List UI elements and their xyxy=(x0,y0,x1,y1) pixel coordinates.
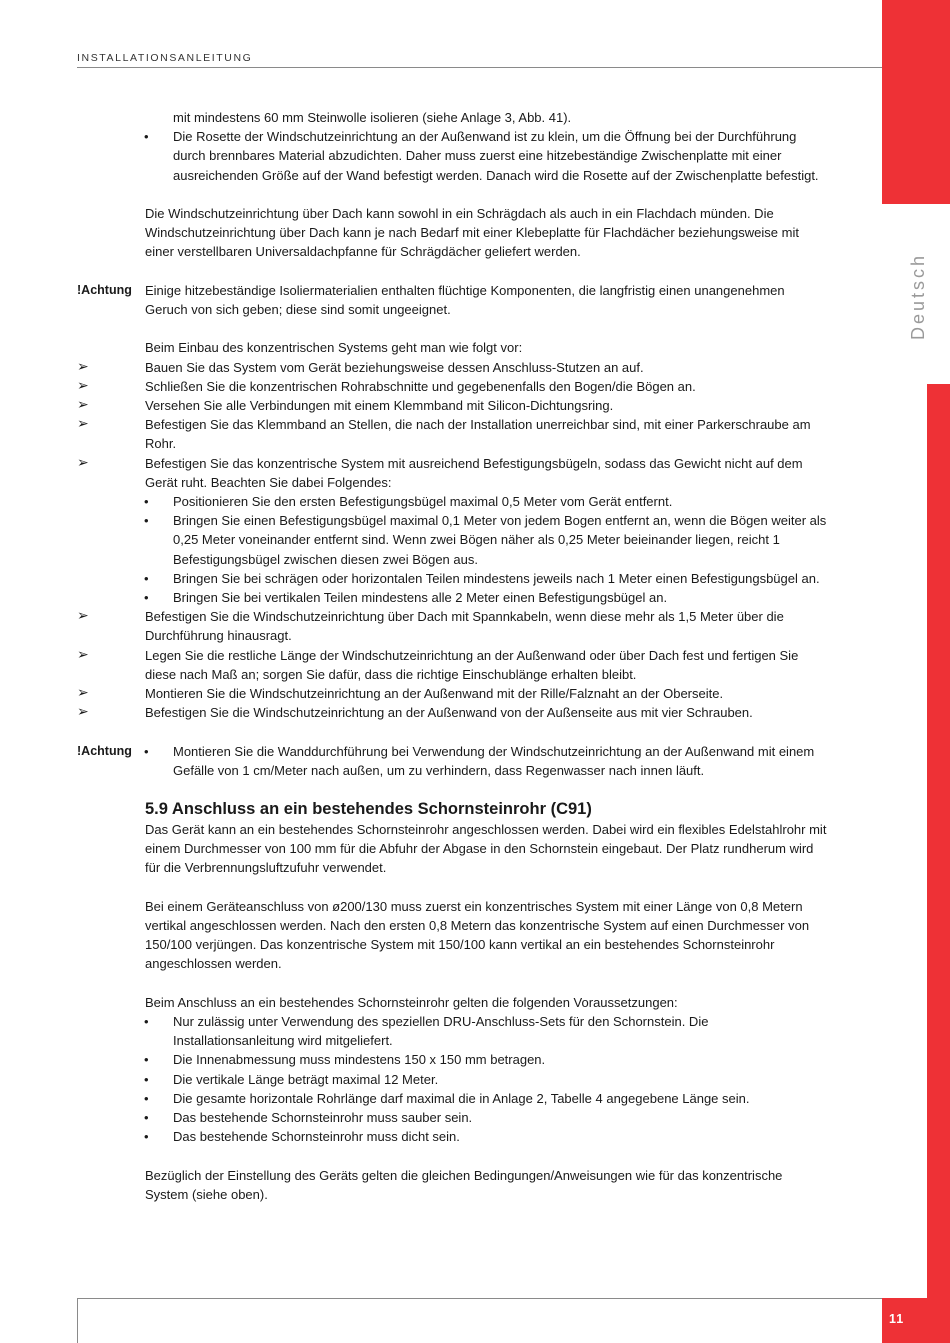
arrow-bullet-icon: ➢ xyxy=(77,608,89,625)
arrow-bullet-icon: ➢ xyxy=(77,454,89,471)
step-item: ➢ Befestigen Sie das konzentrische System mit ausreichend Befestigungsbügeln, sodass das Gewicht nicht auf dem Gerät ruht. Beachten Sie dabei Folgendes: xyxy=(77,454,803,490)
section-paragraph: Beim Anschluss an ein bestehendes Schornsteinrohr gelten die folgenden Voraussetzungen: xyxy=(145,994,678,1010)
language-tab-label: Deutsch xyxy=(908,252,928,340)
bullet-marker: • xyxy=(144,1014,149,1030)
condition-item: • Das bestehende Schornsteinrohr muss dicht sein. xyxy=(77,1127,827,1146)
condition-item: • Die vertikale Länge beträgt maximal 12 Meter. xyxy=(77,1070,827,1089)
bullet-marker: • xyxy=(144,590,149,606)
section-paragraph: Bei einem Geräteanschluss von ø200/130 muss zuerst ein konzentrisches System mit einer Länge von 0,8 Metern vertikal angeschlossen werden. Nach den ersten 0,8 Metern das konzentrische System auf einen Durchmesser von 150/100 verjüngen. Das konzentrische System mit 150/100 kann vertikal an ein bestehendes Schornsteinrohr angeschlossen werden. xyxy=(145,898,810,972)
red-edge-strip xyxy=(927,384,950,1343)
bullet-item: • Die Rosette der Windschutzeinrichtung an der Außenwand ist zu klein, um die Öffnung bei der Durchführung durch brennbares Material abzudichten. Daher muss zuerst eine hitzebeständige Zwischenplatte mit einer ausreichenden Größe auf der Wand befestigt werden. Danach wird die Rosette auf der Zwischenplatte befestigt. xyxy=(144,129,819,183)
warning-note xyxy=(77,742,827,780)
red-corner-tab xyxy=(882,0,950,204)
paragraph-roof: Die Windschutzeinrichtung über Dach kann sowohl in ein Schrägdach als auch in ein Flachdach münden. Die Windschutzeinrichtung über Dach kann je nach Bedarf mit einer Klebeplatte für Flachdächer beziehungsweise mit einer verstellbaren Universaldachpfanne für Schrägdächer geliefert werden. xyxy=(145,206,799,260)
bullet-marker: • xyxy=(144,513,149,529)
bullet-marker: • xyxy=(144,494,149,510)
warning-text: Einige hitzebeständige Isoliermaterialien enthalten flüchtige Komponenten, die langfristig einen unangenehmen Geruch von sich geben; diese sind somit ungeeignet. xyxy=(145,282,785,317)
bullet-marker: • xyxy=(144,1090,149,1106)
sub-bullet-item: • Bringen Sie einen Befestigungsbügel maximal 0,1 Meter von jedem Bogen entfernt an, wenn die Bögen weiter als 0,25 Meter voneinander entfernt sind. Wenn zwei Bögen näher als 0,25 Meter beieinander liegen, reicht 1 Befestigungsbügel zwischen diesen zwei Bögen aus. xyxy=(144,513,827,567)
section-paragraph: Bezüglich der Einstellung des Geräts gelten die gleichen Bedingungen/Anweisungen wie für das konzentrische System (siehe oben). xyxy=(145,1167,783,1202)
sub-bullet-item: • Bringen Sie bei schrägen oder horizontalen Teilen mindestens jeweils nach 1 Meter einen Befestigungsbügel an. xyxy=(77,569,827,588)
step-item: ➢ Schließen Sie die konzentrischen Rohrabschnitte und gegebenenfalls den Bogen/die Bögen an. xyxy=(77,377,827,396)
bullet-marker: • xyxy=(144,1071,149,1087)
bullet-marker: • xyxy=(144,743,149,759)
page-body xyxy=(77,108,827,1204)
arrow-bullet-icon: ➢ xyxy=(77,377,89,394)
continued-text: mit mindestens 60 mm Steinwolle isolieren (siehe Anlage 3, Abb. 41). xyxy=(173,110,572,125)
header-rule xyxy=(77,67,882,68)
condition-item: • Die Innenabmessung muss mindestens 150 x 150 mm betragen. xyxy=(77,1050,827,1069)
bullet-marker: • xyxy=(144,1129,149,1145)
arrow-bullet-icon: ➢ xyxy=(77,416,89,433)
bullet-marker: • xyxy=(144,1110,149,1126)
bullet-marker: • xyxy=(144,570,149,586)
sub-bullet-item: • Bringen Sie bei vertikalen Teilen mindestens alle 2 Meter einen Befestigungsbügel an. xyxy=(77,588,827,607)
bullet-marker: • xyxy=(144,1052,149,1068)
sub-bullet-item: • Positionieren Sie den ersten Befestigungsbügel maximal 0,5 Meter vom Gerät entfernt. xyxy=(77,492,827,511)
step-item: ➢ Montieren Sie die Windschutzeinrichtung an der Außenwand mit der Rille/Falznaht an der Oberseite. xyxy=(77,684,827,703)
step-item: ➢ Legen Sie die restliche Länge der Windschutzeinrichtung an der Außenwand oder über Dach fest und fertigen Sie diese nach Maß an; sorgen Sie dafür, dass die richtige Einschublänge erhalten bleibt. xyxy=(77,646,799,682)
warning-note xyxy=(77,281,827,319)
bullet-marker: • xyxy=(144,129,149,145)
step-item: ➢ Befestigen Sie die Windschutzeinrichtung über Dach mit Spannkabeln, wenn diese mehr als 1,5 Meter über die Durchführung hinausragt. xyxy=(77,608,784,644)
running-header: INSTALLATIONSANLEITUNG xyxy=(77,52,253,64)
arrow-bullet-icon: ➢ xyxy=(77,646,89,663)
arrow-bullet-icon: ➢ xyxy=(77,685,89,702)
steps-intro: Beim Einbau des konzentrischen Systems geht man wie folgt vor: xyxy=(145,340,523,356)
condition-item: • Das bestehende Schornsteinrohr muss sauber sein. xyxy=(77,1108,827,1127)
footer-rule xyxy=(77,1298,882,1299)
arrow-bullet-icon: ➢ xyxy=(77,358,89,375)
page-number: 11 xyxy=(889,1312,905,1326)
warning-label: !Achtung xyxy=(77,743,132,758)
arrow-bullet-icon: ➢ xyxy=(77,704,89,721)
section-paragraph: Das Gerät kann an ein bestehendes Schornsteinrohr angeschlossen werden. Dabei wird ein flexibles Edelstahlrohr mit einem Durchmesser von 100 mm für die Abfuhr der Abgase in den Schornstein eingebaut. Der Platz rundherum wird für die Verbrennungsluftzufuhr verwendet. xyxy=(145,822,827,876)
footer-rule-vertical xyxy=(77,1298,78,1343)
condition-item: • Die gesamte horizontale Rohrlänge darf maximal die in Anlage 2, Tabelle 4 angegebene Länge sein. xyxy=(77,1089,827,1108)
condition-item: • Nur zulässig unter Verwendung des speziellen DRU-Anschluss-Sets für den Schornstein. Die Installationsanleitung wird mitgeliefert. xyxy=(144,1014,709,1049)
step-item: ➢ Versehen Sie alle Verbindungen mit einem Klemmband mit Silicon-Dichtungsring. xyxy=(77,396,827,415)
section-heading: 5.9 Anschluss an ein bestehendes Schornsteinrohr (C91) xyxy=(145,800,592,819)
warning-label: !Achtung xyxy=(77,282,132,297)
step-item: ➢ Befestigen Sie das Klemmband an Stellen, die nach der Installation unerreichbar sind, mit einer Parkerschraube am Rohr. xyxy=(77,416,811,452)
arrow-bullet-icon: ➢ xyxy=(77,397,89,413)
step-item: ➢ Bauen Sie das System vom Gerät beziehungsweise dessen Anschluss-Stutzen an auf. xyxy=(77,358,827,377)
warning-text: Montieren Sie die Wanddurchführung bei Verwendung der Windschutzeinrichtung an der Außenwand mit einem Gefälle von 1 cm/Meter nach außen, um zu verhindern, dass Regenwasser nach innen läuft. xyxy=(173,743,815,778)
step-item: ➢ Befestigen Sie die Windschutzeinrichtung an der Außenwand von der Außenseite aus mit vier Schrauben. xyxy=(77,703,827,722)
